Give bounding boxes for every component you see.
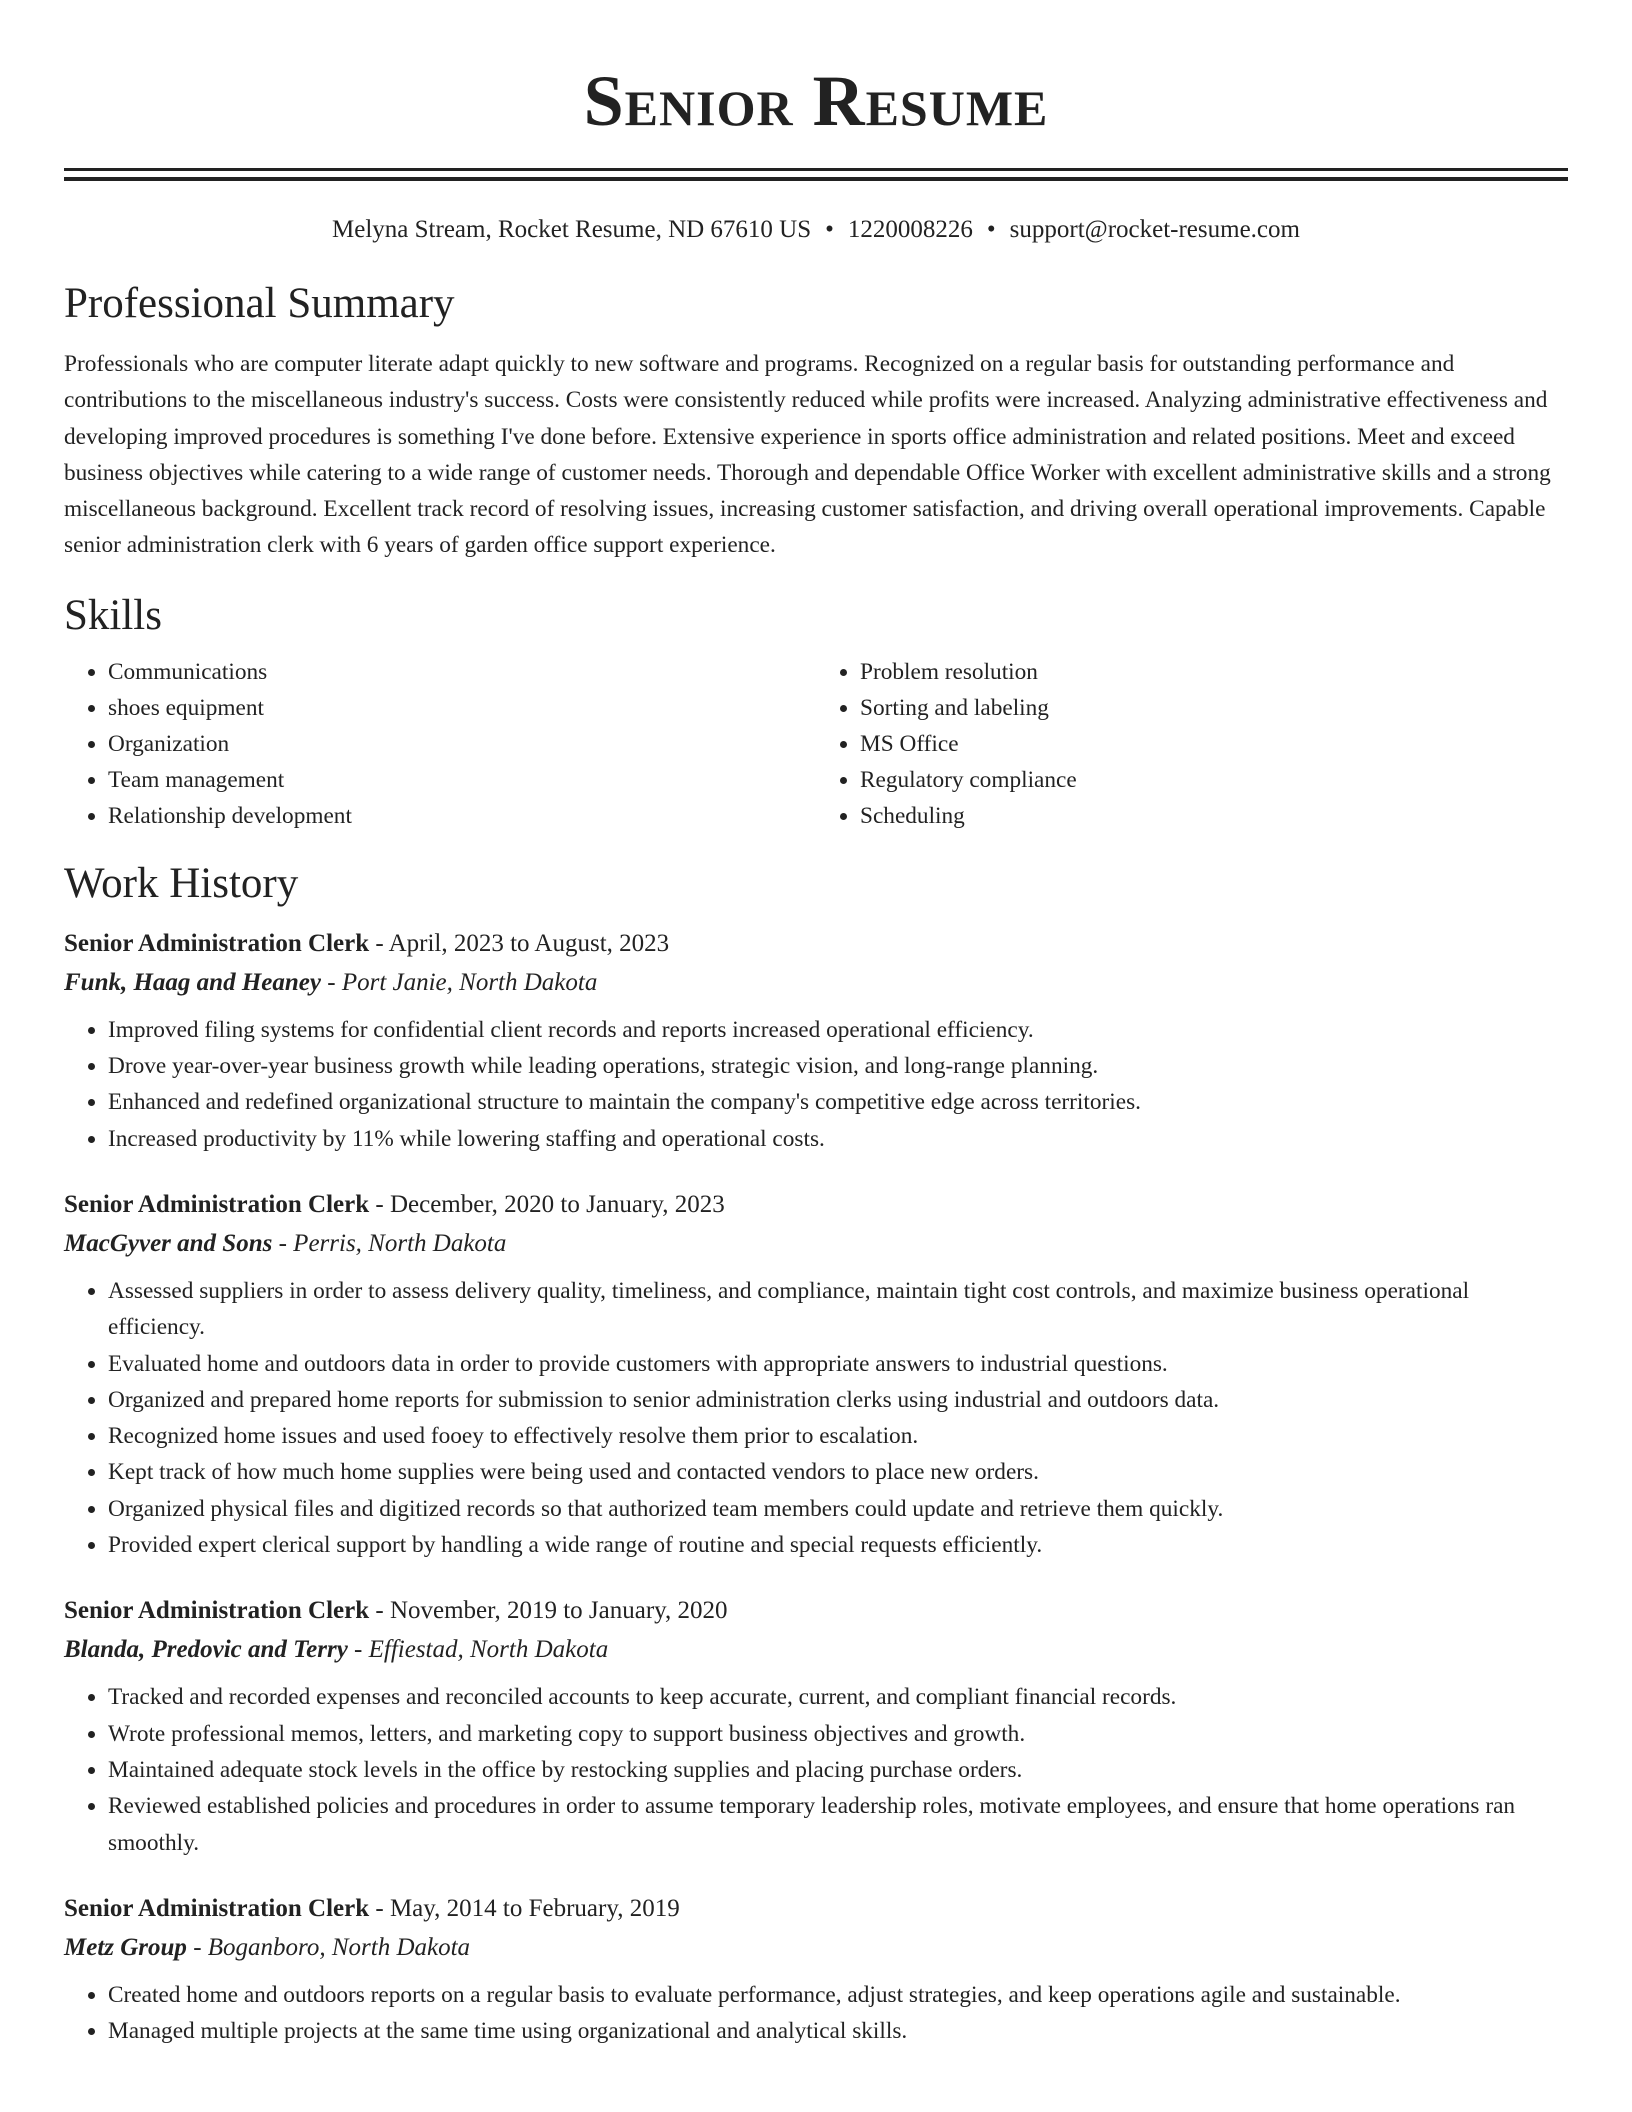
- job-entry: [64, 1189, 1568, 1563]
- job-title: Senior Administration Clerk: [64, 1190, 370, 1218]
- skill-item: • Team management: [108, 762, 816, 798]
- skill-item: • Communications: [108, 654, 816, 690]
- title-divider-bottom: [64, 177, 1568, 181]
- contact-separator: •: [986, 216, 996, 243]
- job-bullet: • Tracked and recorded expenses and reconciled accounts to keep accurate, current, and compliant financial records.: [108, 1679, 1568, 1715]
- job-bullet: • Organized and prepared home reports for submission to senior administration clerks using industrial and outdoors data.: [108, 1382, 1568, 1418]
- job-dash: -: [347, 1636, 369, 1664]
- job-title: Senior Administration Clerk: [64, 1597, 370, 1625]
- skills-columns: [64, 654, 1568, 834]
- job-company-line: [64, 1228, 1568, 1260]
- skills-list-left: [64, 654, 816, 834]
- job-title: Senior Administration Clerk: [64, 1894, 370, 1922]
- skills-heading: Skills: [64, 591, 162, 639]
- job-company-line: [64, 1932, 1568, 1964]
- skill-item: • Scheduling: [860, 798, 1568, 834]
- contact-phone: 1220008226: [847, 216, 973, 243]
- resume-page: [64, 0, 1568, 2049]
- job-dates: November, 2019 to January, 2020: [389, 1597, 728, 1625]
- job-bullets: [64, 1679, 1568, 1860]
- job-bullet: • Enhanced and redefined organizational structure to maintain the company's competitive edge across territories.: [108, 1084, 1568, 1120]
- skill-item: • Problem resolution: [860, 654, 1568, 690]
- job-company-line: [64, 967, 1568, 999]
- job-bullets: [64, 1977, 1568, 2050]
- job-bullet: • Increased productivity by 11% while lowering staffing and operational costs.: [108, 1121, 1568, 1157]
- job-bullet: • Reviewed established policies and procedures in order to assume temporary leadership roles, motivate employees, and ensure that home operations ran smoothly.: [108, 1788, 1568, 1861]
- job-title-line: [64, 928, 1568, 960]
- job-bullet: • Improved filing systems for confidential client records and reports increased operational efficiency.: [108, 1012, 1568, 1048]
- job-bullet: • Drove year-over-year business growth while leading operations, strategic vision, and long-range planning.: [108, 1048, 1568, 1084]
- job-dates: April, 2023 to August, 2023: [388, 929, 670, 957]
- job-bullet: • Wrote professional memos, letters, and marketing copy to support business objectives and growth.: [108, 1716, 1568, 1752]
- job-bullet: • Managed multiple projects at the same time using organizational and analytical skills.: [108, 2013, 1568, 2049]
- skill-item: • Organization: [108, 726, 816, 762]
- job-dash: -: [369, 1597, 390, 1625]
- job-bullet: • Created home and outdoors reports on a regular basis to evaluate performance, adjust strategies, and keep operations agile and sustainable.: [108, 1977, 1568, 2013]
- contact-address: Melyna Stream, Rocket Resume, ND 67610 US: [332, 216, 812, 243]
- skill-item: • Regulatory compliance: [860, 762, 1568, 798]
- job-bullets: [64, 1012, 1568, 1157]
- contact-email: support@rocket-resume.com: [1009, 216, 1300, 243]
- job-bullet: • Maintained adequate stock levels in the office by restocking supplies and placing purchase orders.: [108, 1752, 1568, 1788]
- job-location: Boganboro, North Dakota: [207, 1933, 471, 1961]
- job-dash: -: [186, 1933, 208, 1961]
- job-entry: [64, 1893, 1568, 2050]
- job-company: Funk, Haag and Heaney: [64, 968, 321, 996]
- job-location: Effiestad, North Dakota: [368, 1636, 609, 1664]
- skills-list-right: [816, 654, 1568, 834]
- job-company: MacGyver and Sons: [64, 1229, 273, 1257]
- job-dash: -: [320, 968, 342, 996]
- job-company-line: [64, 1634, 1568, 1666]
- job-dates: May, 2014 to February, 2019: [389, 1894, 680, 1922]
- job-bullet: • Provided expert clerical support by handling a wide range of routine and special requests efficiently.: [108, 1527, 1568, 1563]
- skill-item: • shoes equipment: [108, 690, 816, 726]
- job-bullets: [64, 1273, 1568, 1563]
- skill-item: • MS Office: [860, 726, 1568, 762]
- job-entry: [64, 928, 1568, 1157]
- job-bullet: • Evaluated home and outdoors data in order to provide customers with appropriate answers to industrial questions.: [108, 1346, 1568, 1382]
- title-divider-top: [64, 168, 1568, 171]
- job-dash: -: [369, 929, 389, 957]
- skill-item: • Relationship development: [108, 798, 816, 834]
- job-dates: December, 2020 to January, 2023: [389, 1190, 725, 1218]
- contact-separator: •: [825, 216, 834, 243]
- job-bullet: • Recognized home issues and used fooey to effectively resolve them prior to escalation.: [108, 1418, 1568, 1454]
- job-company: Blanda, Predovic and Terry: [64, 1636, 348, 1664]
- job-bullet: • Kept track of how much home supplies were being used and contacted vendors to place new orders.: [108, 1454, 1568, 1490]
- job-dash: -: [369, 1190, 390, 1218]
- work-history-heading: Work History: [64, 859, 299, 907]
- job-dash: -: [272, 1229, 294, 1257]
- contact-line: [64, 214, 1568, 246]
- summary-text: Professionals who are computer literate adapt quickly to new software and programs. Recognized on a regular basis for outstanding performance and contributions to the miscellaneous industry's success. Costs were consistently reduced while profits were increased. Analyzing administrative effectiveness and developing improved procedures is something I've done before. Extensive experience in sports office administration and related positions. Meet and exceed business objectives while catering to a wide range of customer needs. Thorough and dependable Office Worker with excellent administrative skills and a strong miscellaneous background. Excellent track record of resolving issues, increasing customer satisfaction, and driving overall operational improvements. Capable senior administration clerk with 6 years of garden office support experience.: [64, 351, 1551, 559]
- job-title: Senior Administration Clerk: [64, 929, 370, 957]
- skill-item: • Sorting and labeling: [860, 690, 1568, 726]
- job-bullet: • Organized physical files and digitized records so that authorized team members could update and retrieve them quickly.: [108, 1491, 1568, 1527]
- document-title: Senior Resume: [583, 61, 1049, 141]
- summary-heading: Professional Summary: [64, 280, 455, 327]
- job-title-line: [64, 1893, 1568, 1925]
- job-location: Perris, North Dakota: [293, 1229, 507, 1257]
- job-title-line: [64, 1595, 1568, 1627]
- job-location: Port Janie, North Dakota: [341, 968, 598, 996]
- job-dash: -: [369, 1894, 390, 1922]
- job-title-line: [64, 1189, 1568, 1221]
- job-entry: [64, 1595, 1568, 1860]
- job-company: Metz Group: [64, 1933, 187, 1961]
- job-bullet: • Assessed suppliers in order to assess delivery quality, timeliness, and compliance, maintain tight cost controls, and maximize business operational efficiency.: [108, 1273, 1568, 1346]
